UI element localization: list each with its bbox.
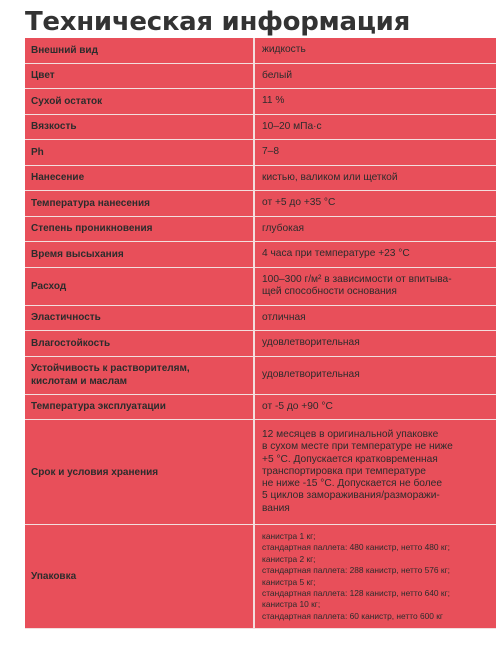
row-label: Температура нанесения bbox=[25, 191, 255, 216]
table-row bbox=[25, 38, 496, 64]
row-value: 100–300 г/м² в зависимости от впитыва- щей способности основания bbox=[255, 268, 496, 305]
row-label: Устойчивость к растворителям, кислотам и маслам bbox=[25, 357, 255, 394]
row-value: 11 % bbox=[255, 89, 496, 114]
row-value: кистью, валиком или щеткой bbox=[255, 166, 496, 191]
row-label: Срок и условия хранения bbox=[25, 420, 255, 524]
row-value: от +5 до +35 °С bbox=[255, 191, 496, 216]
table-row bbox=[25, 242, 496, 268]
table-row bbox=[25, 420, 496, 525]
row-label: Ph bbox=[25, 140, 255, 165]
row-value: удовлетворительная bbox=[255, 357, 496, 394]
row-value: отличная bbox=[255, 306, 496, 331]
row-value: жидкость bbox=[255, 38, 496, 63]
row-label: Температура эксплуатации bbox=[25, 395, 255, 420]
row-label: Эластичность bbox=[25, 306, 255, 331]
row-label: Сухой остаток bbox=[25, 89, 255, 114]
table-row bbox=[25, 268, 496, 306]
row-value: глубокая bbox=[255, 217, 496, 242]
row-label: Степень проникновения bbox=[25, 217, 255, 242]
table-row bbox=[25, 357, 496, 395]
table-row bbox=[25, 395, 496, 421]
row-label: Влагостойкость bbox=[25, 331, 255, 356]
row-label: Расход bbox=[25, 268, 255, 305]
row-label: Внешний вид bbox=[25, 38, 255, 63]
row-label: Вязкость bbox=[25, 115, 255, 140]
table-row bbox=[25, 115, 496, 141]
row-value: от -5 до +90 °С bbox=[255, 395, 496, 420]
row-value: 4 часа при температуре +23 °С bbox=[255, 242, 496, 267]
row-value: 7–8 bbox=[255, 140, 496, 165]
row-value: 12 месяцев в оригинальной упаковке в сухом месте при температуре не ниже +5 °С. Допускается кратковременная транспортировка при температуре не ниже -15 °С. Допускается не более 5 циклов замораживания/разморажи- вания bbox=[255, 420, 496, 524]
row-value: канистра 1 кг; стандартная паллета: 480 канистр, нетто 480 кг; канистра 2 кг; стандартная паллета: 288 канистр, нетто 576 кг; канистра 5 кг; стандартная паллета: 128 канистр, нетто 640 кг; канистра 10 кг; стандартная паллета: 60 канистр, нетто 600 кг bbox=[255, 525, 496, 628]
table-row bbox=[25, 217, 496, 243]
row-value: 10–20 мПа·с bbox=[255, 115, 496, 140]
table-row bbox=[25, 64, 496, 90]
row-value: белый bbox=[255, 64, 496, 89]
page-title: Техническая информация bbox=[25, 7, 410, 37]
row-label: Упаковка bbox=[25, 525, 255, 628]
table-row bbox=[25, 306, 496, 332]
table-row bbox=[25, 140, 496, 166]
table-row bbox=[25, 525, 496, 629]
table-row bbox=[25, 89, 496, 115]
row-label: Время высыхания bbox=[25, 242, 255, 267]
row-label: Цвет bbox=[25, 64, 255, 89]
row-value: удовлетворительная bbox=[255, 331, 496, 356]
table-row bbox=[25, 191, 496, 217]
technical-info-table bbox=[25, 37, 496, 629]
table-row bbox=[25, 166, 496, 192]
table-row bbox=[25, 331, 496, 357]
row-label: Нанесение bbox=[25, 166, 255, 191]
